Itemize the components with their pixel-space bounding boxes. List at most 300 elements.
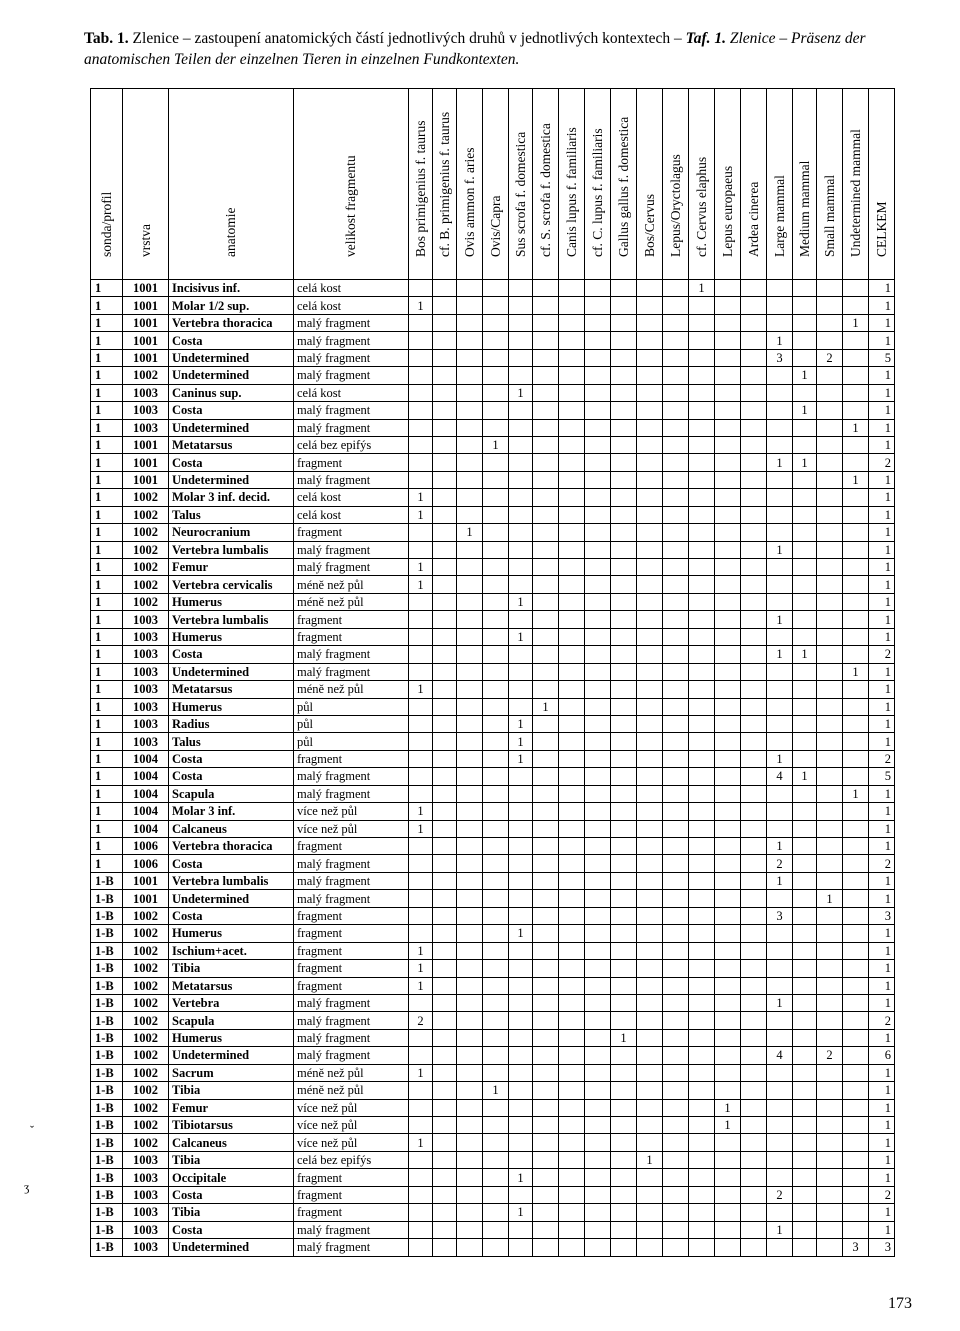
cell-count xyxy=(509,890,533,907)
cell-count xyxy=(533,942,559,959)
cell-count xyxy=(585,820,611,837)
column-header-large-mammal xyxy=(767,89,793,280)
cell-velikost: malý fragment xyxy=(294,367,409,384)
cell-count xyxy=(533,838,559,855)
cell-vrstva: 1003 xyxy=(123,1239,169,1256)
cell-count xyxy=(843,925,869,942)
cell-count xyxy=(637,994,663,1011)
cell-count xyxy=(409,1221,433,1238)
cell-count xyxy=(433,1221,457,1238)
cell-count xyxy=(793,1151,817,1168)
cell-count xyxy=(817,471,843,488)
cell-count xyxy=(533,994,559,1011)
cell-count: 1 xyxy=(793,402,817,419)
cell-count xyxy=(793,593,817,610)
cell-count xyxy=(741,1082,767,1099)
cell-count xyxy=(663,803,689,820)
cell-vrstva: 1002 xyxy=(123,593,169,610)
cell-count xyxy=(433,646,457,663)
cell-count xyxy=(767,419,793,436)
cell-count xyxy=(793,907,817,924)
cell-sonda: 1 xyxy=(91,803,123,820)
cell-count xyxy=(509,280,533,297)
cell-count xyxy=(483,593,509,610)
cell-count xyxy=(843,890,869,907)
cell-sonda: 1-B xyxy=(91,1169,123,1186)
cell-count xyxy=(533,280,559,297)
cell-sonda: 1 xyxy=(91,419,123,436)
cell-count xyxy=(585,297,611,314)
cell-total: 1 xyxy=(869,332,895,349)
cell-count xyxy=(637,1204,663,1221)
cell-count xyxy=(817,803,843,820)
table-row xyxy=(91,994,895,1011)
cell-count xyxy=(611,698,637,715)
cell-count xyxy=(611,663,637,680)
cell-count xyxy=(715,367,741,384)
cell-count xyxy=(637,681,663,698)
cell-count xyxy=(585,454,611,471)
cell-count xyxy=(793,1029,817,1046)
cell-count xyxy=(715,489,741,506)
cell-count xyxy=(793,785,817,802)
cell-count xyxy=(715,280,741,297)
cell-count xyxy=(843,855,869,872)
cell-count xyxy=(533,593,559,610)
cell-count xyxy=(559,733,585,750)
fauna-table-wrapper xyxy=(90,88,895,1257)
cell-sonda: 1-B xyxy=(91,1099,123,1116)
cell-count xyxy=(663,1012,689,1029)
cell-count xyxy=(637,698,663,715)
cell-count xyxy=(433,471,457,488)
cell-sonda: 1 xyxy=(91,541,123,558)
cell-count xyxy=(559,768,585,785)
cell-count: 1 xyxy=(767,332,793,349)
cell-count xyxy=(585,559,611,576)
cell-count xyxy=(559,855,585,872)
cell-count xyxy=(611,785,637,802)
cell-vrstva: 1001 xyxy=(123,297,169,314)
cell-total: 6 xyxy=(869,1047,895,1064)
cell-count xyxy=(585,419,611,436)
column-header-vrstva xyxy=(123,89,169,280)
cell-count: 1 xyxy=(509,733,533,750)
table-row xyxy=(91,593,895,610)
cell-count xyxy=(767,820,793,837)
cell-count: 2 xyxy=(767,855,793,872)
cell-count xyxy=(767,524,793,541)
cell-count xyxy=(611,593,637,610)
cell-count xyxy=(611,384,637,401)
cell-count xyxy=(409,436,433,453)
table-row xyxy=(91,803,895,820)
cell-vrstva: 1002 xyxy=(123,960,169,977)
cell-count xyxy=(715,1239,741,1256)
cell-count xyxy=(663,436,689,453)
cell-anatomie: Costa xyxy=(169,855,294,872)
cell-count xyxy=(689,1169,715,1186)
cell-count xyxy=(689,681,715,698)
cell-count xyxy=(793,960,817,977)
cell-count xyxy=(559,576,585,593)
column-header-undetermined-mammal xyxy=(843,89,869,280)
cell-count xyxy=(559,872,585,889)
cell-count xyxy=(663,1186,689,1203)
cell-count xyxy=(689,1064,715,1081)
cell-count xyxy=(793,1099,817,1116)
cell-count xyxy=(663,1134,689,1151)
cell-total: 1 xyxy=(869,977,895,994)
cell-anatomie: Occipitale xyxy=(169,1169,294,1186)
cell-count xyxy=(585,384,611,401)
cell-count xyxy=(793,942,817,959)
cell-count xyxy=(509,994,533,1011)
cell-count xyxy=(817,628,843,645)
cell-velikost: fragment xyxy=(294,524,409,541)
cell-count xyxy=(483,994,509,1011)
cell-total: 1 xyxy=(869,1064,895,1081)
cell-count xyxy=(741,436,767,453)
cell-count xyxy=(585,872,611,889)
cell-count xyxy=(715,768,741,785)
cell-count xyxy=(559,785,585,802)
cell-count xyxy=(457,698,483,715)
cell-count xyxy=(689,384,715,401)
cell-count xyxy=(843,541,869,558)
column-header-label: Undetermined mammal xyxy=(847,129,863,257)
cell-sonda: 1 xyxy=(91,785,123,802)
cell-count xyxy=(817,489,843,506)
cell-vrstva: 1002 xyxy=(123,559,169,576)
cell-count: 1 xyxy=(793,367,817,384)
cell-count xyxy=(409,332,433,349)
cell-count xyxy=(457,489,483,506)
cell-count xyxy=(483,855,509,872)
cell-sonda: 1 xyxy=(91,367,123,384)
column-header-cf-b-primigenius-f-taurus xyxy=(433,89,457,280)
cell-count xyxy=(585,715,611,732)
cell-count xyxy=(611,611,637,628)
cell-count xyxy=(741,994,767,1011)
cell-count xyxy=(585,349,611,366)
cell-count xyxy=(585,471,611,488)
cell-count xyxy=(793,977,817,994)
cell-count xyxy=(457,471,483,488)
cell-count xyxy=(457,419,483,436)
cell-count xyxy=(637,576,663,593)
cell-count xyxy=(559,750,585,767)
cell-count xyxy=(689,1047,715,1064)
cell-count xyxy=(637,1239,663,1256)
cell-count: 1 xyxy=(409,297,433,314)
cell-count xyxy=(409,890,433,907)
cell-count xyxy=(663,628,689,645)
caption-text: Zlenice – zastoupení anatomických částí jednotlivých druhů v jednotlivých kontextech – xyxy=(132,30,682,47)
cell-count xyxy=(689,419,715,436)
table-row xyxy=(91,436,895,453)
cell-count xyxy=(663,1117,689,1134)
cell-count xyxy=(843,681,869,698)
cell-count xyxy=(715,297,741,314)
cell-count xyxy=(409,280,433,297)
cell-count xyxy=(533,419,559,436)
cell-count xyxy=(741,872,767,889)
cell-total: 1 xyxy=(869,1134,895,1151)
cell-count xyxy=(637,419,663,436)
cell-count xyxy=(409,349,433,366)
cell-sonda: 1 xyxy=(91,314,123,331)
cell-count xyxy=(663,1151,689,1168)
cell-count xyxy=(433,663,457,680)
cell-count xyxy=(663,1239,689,1256)
column-header-cf-c-lupus-f-familiaris xyxy=(585,89,611,280)
cell-count xyxy=(611,541,637,558)
cell-count xyxy=(509,803,533,820)
cell-count xyxy=(483,1186,509,1203)
cell-count xyxy=(409,1082,433,1099)
cell-count: 1 xyxy=(767,838,793,855)
cell-count: 1 xyxy=(509,384,533,401)
cell-count xyxy=(509,332,533,349)
cell-count xyxy=(689,1117,715,1134)
cell-count xyxy=(817,942,843,959)
cell-count xyxy=(817,838,843,855)
cell-count xyxy=(585,1239,611,1256)
cell-count xyxy=(611,1239,637,1256)
cell-count xyxy=(817,715,843,732)
cell-count xyxy=(637,872,663,889)
cell-count xyxy=(433,332,457,349)
cell-count: 1 xyxy=(793,454,817,471)
cell-count: 2 xyxy=(767,1186,793,1203)
cell-count xyxy=(793,1221,817,1238)
cell-count xyxy=(663,314,689,331)
cell-count xyxy=(585,1047,611,1064)
cell-velikost: fragment xyxy=(294,750,409,767)
cell-count xyxy=(843,977,869,994)
cell-count xyxy=(611,1204,637,1221)
cell-sonda: 1-B xyxy=(91,960,123,977)
cell-count xyxy=(611,332,637,349)
cell-count xyxy=(741,593,767,610)
cell-count xyxy=(663,367,689,384)
cell-count xyxy=(715,733,741,750)
cell-count xyxy=(715,436,741,453)
cell-total: 1 xyxy=(869,489,895,506)
cell-count xyxy=(689,559,715,576)
cell-anatomie: Vertebra thoracica xyxy=(169,314,294,331)
cell-count xyxy=(793,471,817,488)
cell-count xyxy=(433,1186,457,1203)
cell-velikost: fragment xyxy=(294,611,409,628)
cell-count xyxy=(663,332,689,349)
cell-velikost: malý fragment xyxy=(294,314,409,331)
cell-count xyxy=(741,471,767,488)
cell-count xyxy=(611,803,637,820)
cell-count xyxy=(611,646,637,663)
cell-anatomie: Vertebra cervicalis xyxy=(169,576,294,593)
table-row xyxy=(91,611,895,628)
cell-count xyxy=(689,1099,715,1116)
cell-total: 1 xyxy=(869,715,895,732)
cell-count xyxy=(715,890,741,907)
cell-count xyxy=(741,1047,767,1064)
cell-count xyxy=(817,436,843,453)
cell-count xyxy=(767,1117,793,1134)
cell-anatomie: Tibia xyxy=(169,1151,294,1168)
cell-count xyxy=(409,1029,433,1046)
cell-count xyxy=(433,698,457,715)
cell-count xyxy=(843,489,869,506)
cell-total: 1 xyxy=(869,942,895,959)
table-row xyxy=(91,384,895,401)
cell-count xyxy=(533,750,559,767)
column-header-anatomie xyxy=(169,89,294,280)
column-header-celkem xyxy=(869,89,895,280)
cell-total: 1 xyxy=(869,524,895,541)
cell-count xyxy=(559,1239,585,1256)
cell-count xyxy=(715,576,741,593)
cell-count xyxy=(663,593,689,610)
cell-count xyxy=(433,1169,457,1186)
cell-count xyxy=(843,524,869,541)
cell-count xyxy=(663,559,689,576)
cell-count xyxy=(637,593,663,610)
cell-vrstva: 1003 xyxy=(123,628,169,645)
column-header-label: Lepus europaeus xyxy=(719,165,735,257)
cell-count xyxy=(817,785,843,802)
cell-count xyxy=(767,436,793,453)
cell-count xyxy=(843,646,869,663)
cell-count xyxy=(689,994,715,1011)
cell-count xyxy=(509,1064,533,1081)
cell-sonda: 1 xyxy=(91,506,123,523)
cell-count xyxy=(457,942,483,959)
cell-count xyxy=(483,384,509,401)
cell-count xyxy=(817,733,843,750)
cell-count xyxy=(741,541,767,558)
cell-count xyxy=(409,1186,433,1203)
cell-count xyxy=(817,314,843,331)
cell-count xyxy=(509,489,533,506)
table-row xyxy=(91,907,895,924)
cell-count xyxy=(741,942,767,959)
cell-count xyxy=(559,803,585,820)
cell-sonda: 1-B xyxy=(91,1134,123,1151)
cell-count xyxy=(843,297,869,314)
cell-count xyxy=(817,960,843,977)
cell-velikost: půl xyxy=(294,733,409,750)
table-row xyxy=(91,297,895,314)
cell-count xyxy=(689,698,715,715)
cell-count xyxy=(663,698,689,715)
cell-count xyxy=(409,838,433,855)
cell-count xyxy=(741,1099,767,1116)
cell-count xyxy=(585,611,611,628)
cell-velikost: malý fragment xyxy=(294,663,409,680)
cell-count xyxy=(433,384,457,401)
cell-count: 1 xyxy=(409,1134,433,1151)
column-header-medium-mammal xyxy=(793,89,817,280)
cell-count xyxy=(433,314,457,331)
table-row xyxy=(91,559,895,576)
cell-count xyxy=(689,524,715,541)
cell-count xyxy=(457,384,483,401)
column-header-label: Large mammal xyxy=(771,175,787,257)
cell-count xyxy=(741,314,767,331)
cell-velikost: fragment xyxy=(294,960,409,977)
cell-count xyxy=(585,332,611,349)
cell-velikost: méně než půl xyxy=(294,576,409,593)
cell-count xyxy=(843,715,869,732)
cell-velikost: více než půl xyxy=(294,803,409,820)
cell-vrstva: 1002 xyxy=(123,1047,169,1064)
cell-count xyxy=(611,872,637,889)
cell-count xyxy=(457,715,483,732)
cell-count xyxy=(741,576,767,593)
cell-vrstva: 1002 xyxy=(123,1012,169,1029)
cell-count: 1 xyxy=(409,576,433,593)
cell-count xyxy=(585,942,611,959)
cell-count xyxy=(433,402,457,419)
cell-count xyxy=(559,1099,585,1116)
cell-count xyxy=(715,1047,741,1064)
cell-count xyxy=(843,1204,869,1221)
cell-total: 1 xyxy=(869,698,895,715)
cell-count: 1 xyxy=(715,1117,741,1134)
cell-total: 1 xyxy=(869,994,895,1011)
cell-count xyxy=(457,663,483,680)
cell-velikost: malý fragment xyxy=(294,785,409,802)
cell-count xyxy=(817,1099,843,1116)
cell-count xyxy=(663,506,689,523)
cell-count xyxy=(843,1186,869,1203)
cell-count xyxy=(533,872,559,889)
table-row xyxy=(91,925,895,942)
cell-count xyxy=(741,1204,767,1221)
cell-count xyxy=(637,1082,663,1099)
cell-count xyxy=(663,872,689,889)
cell-velikost: celá kost xyxy=(294,280,409,297)
cell-vrstva: 1001 xyxy=(123,436,169,453)
cell-count xyxy=(409,1047,433,1064)
cell-count xyxy=(611,314,637,331)
cell-count xyxy=(611,1169,637,1186)
cell-count xyxy=(715,1082,741,1099)
cell-count xyxy=(433,715,457,732)
cell-count xyxy=(533,628,559,645)
cell-count xyxy=(433,576,457,593)
cell-count: 1 xyxy=(767,994,793,1011)
cell-count xyxy=(533,681,559,698)
cell-count xyxy=(741,646,767,663)
cell-sonda: 1-B xyxy=(91,925,123,942)
cell-count xyxy=(817,681,843,698)
cell-count xyxy=(793,489,817,506)
cell-count xyxy=(843,1134,869,1151)
column-header-bos-cervus xyxy=(637,89,663,280)
column-header-label: Canis lupus f. familiaris xyxy=(563,127,579,257)
cell-count xyxy=(533,349,559,366)
cell-count: 1 xyxy=(409,803,433,820)
cell-count xyxy=(559,698,585,715)
cell-sonda: 1 xyxy=(91,855,123,872)
cell-count xyxy=(585,1064,611,1081)
cell-count xyxy=(533,559,559,576)
column-header-gallus-gallus-f-domestica xyxy=(611,89,637,280)
cell-count xyxy=(483,1029,509,1046)
